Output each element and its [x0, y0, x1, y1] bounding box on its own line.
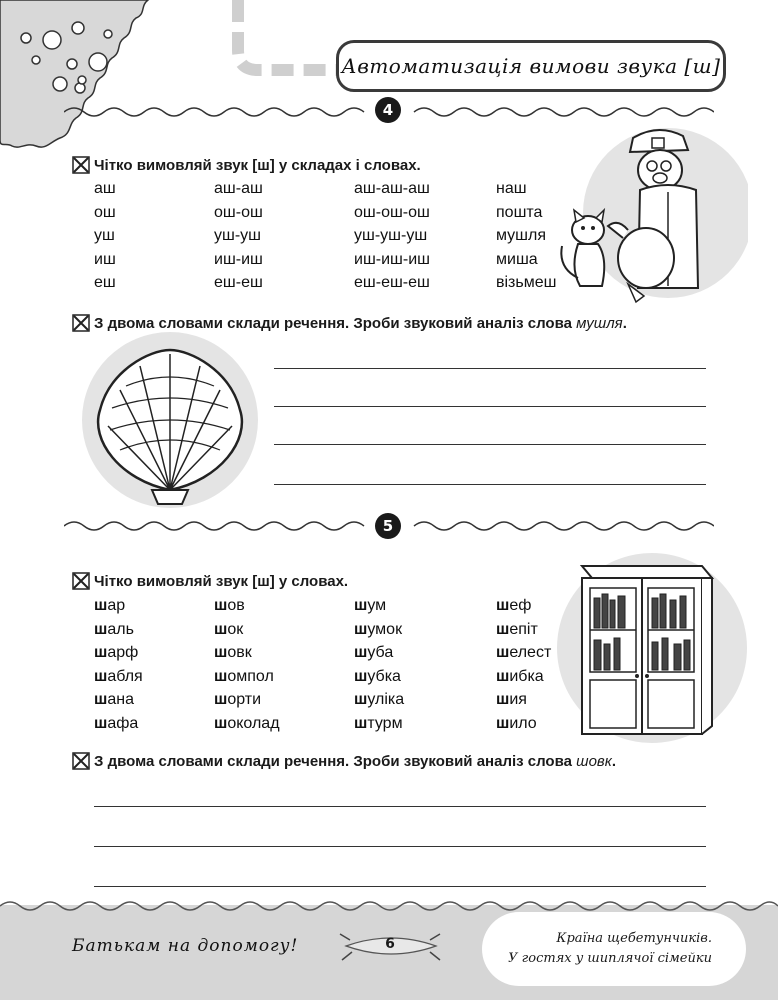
highlighted-letter: ш [94, 714, 108, 732]
highlighted-letter: ш [214, 691, 228, 708]
instruction-text: З двома словами склади речення. Зроби звуковий аналіз слова [94, 314, 572, 332]
word-rest: ок [227, 620, 244, 638]
highlighted-letter: ш [354, 667, 368, 685]
highlighted-letter: ш [94, 667, 108, 685]
bookcase-illustration [552, 548, 752, 748]
syllable-item: еш-еш [214, 274, 263, 291]
word-rest: ило [509, 714, 537, 732]
syllable-item: візьмеш [496, 274, 557, 291]
highlighted-letter: ш [94, 691, 108, 708]
word-rest: арф [107, 644, 139, 661]
word-rest: уба [367, 644, 394, 661]
seashell-illustration [60, 330, 280, 510]
instruction-punctuation: . [622, 314, 627, 332]
word-item [496, 644, 551, 662]
highlighted-letter: ш [496, 714, 510, 732]
word-item [94, 668, 143, 686]
word-rest: елест [509, 644, 552, 661]
highlighted-letter: ш [354, 597, 368, 614]
highlighted-letter: ш [496, 644, 510, 661]
book-title-line2: У гостях у шиплячої сімейки [508, 951, 712, 966]
word-rest: ар [107, 597, 126, 614]
highlighted-letter: ш [496, 691, 510, 708]
word-rest: аль [107, 620, 134, 638]
word-rest: епіт [509, 620, 538, 638]
exercise5-instruction-2 [72, 752, 616, 770]
syllable-item: мушля [496, 227, 547, 244]
word-item [214, 668, 274, 686]
highlighted-letter: ш [214, 714, 228, 732]
writing-line[interactable] [274, 484, 706, 485]
task-marker-icon [72, 752, 90, 770]
syllable-item: ош [94, 203, 116, 221]
word-rest: еф [509, 597, 532, 614]
word-item [214, 597, 245, 615]
instruction-text: З двома словами склади речення. Зроби звуковий аналіз слова [94, 752, 572, 770]
postman-cat-illustration [548, 118, 748, 308]
word-item [214, 644, 252, 662]
syllable-item: аш [94, 180, 116, 197]
word-rest: уліка [367, 691, 405, 708]
word-rest: омпол [227, 667, 274, 685]
writing-line[interactable] [94, 886, 706, 887]
word-rest: убка [367, 667, 401, 685]
word-rest: околад [227, 714, 280, 732]
exercise4-instruction [72, 156, 421, 174]
word-rest: ов [227, 597, 245, 614]
writing-line[interactable] [94, 806, 706, 807]
highlighted-letter: ш [94, 644, 108, 661]
word-item [354, 644, 393, 662]
syllable-item: миша [496, 250, 538, 268]
word-item [496, 597, 531, 615]
task-marker-icon [72, 572, 90, 590]
syllable-item: уш-уш [214, 227, 261, 244]
word-item [496, 691, 527, 709]
word-item [94, 621, 134, 639]
word-rest: абля [107, 667, 143, 685]
highlighted-letter: ш [496, 667, 510, 685]
page-title: Автоматизація вимови звука [ш] [341, 54, 721, 78]
footer-right-caption [482, 912, 746, 986]
writing-line[interactable] [274, 444, 706, 445]
word-rest: турм [367, 714, 403, 732]
word-item [354, 597, 386, 615]
instruction-punctuation: . [611, 752, 617, 770]
highlighted-letter: ш [496, 620, 510, 638]
word-rest: овк [227, 644, 252, 661]
highlighted-letter: ш [354, 691, 368, 708]
word-rest: ибка [509, 667, 544, 685]
page-number: 6 [385, 936, 395, 952]
word-rest: ия [509, 691, 527, 708]
syllable-item: еш [94, 274, 116, 291]
syllable-item: ош-ош [214, 203, 263, 221]
syllable-item: аш-аш [214, 180, 263, 197]
exercise-number-badge: 5 [375, 513, 401, 539]
highlighted-letter: ш [354, 644, 368, 661]
word-item [496, 715, 537, 733]
word-item [354, 715, 403, 733]
target-word: мушля [576, 314, 623, 332]
corner-bubbles-decoration [0, 0, 150, 150]
word-rest: ум [367, 597, 387, 614]
word-item [94, 715, 138, 733]
target-word: шовк [576, 752, 612, 770]
syllable-item: пошта [496, 203, 543, 221]
syllable-item: иш [94, 250, 116, 268]
word-rest: орти [227, 691, 262, 708]
word-rest: афа [107, 714, 139, 732]
instruction-text: Чітко вимовляй звук [ш] у складах і словах. [94, 156, 421, 174]
highlighted-letter: ш [354, 714, 368, 732]
syllable-item: ош-ош-ош [354, 203, 430, 221]
word-item [496, 621, 538, 639]
word-item [214, 621, 243, 639]
word-rest: ана [107, 691, 134, 708]
word-rest: умок [367, 620, 403, 638]
word-item [354, 621, 402, 639]
word-item [94, 597, 125, 615]
syllable-item: аш-аш-аш [354, 180, 430, 197]
syllable-item: иш-иш [214, 250, 263, 268]
highlighted-letter: ш [214, 667, 228, 685]
writing-line[interactable] [274, 406, 706, 407]
highlighted-letter: ш [354, 620, 368, 638]
syllable-item: уш [94, 227, 115, 244]
word-item [94, 644, 138, 662]
highlighted-letter: ш [94, 620, 108, 638]
word-item [496, 668, 544, 686]
writing-line[interactable] [94, 846, 706, 847]
syllable-item: иш-иш-иш [354, 250, 430, 268]
word-item [354, 668, 401, 686]
highlighted-letter: ш [214, 597, 228, 614]
word-item [214, 715, 280, 733]
page-title-frame [336, 40, 726, 92]
word-item [94, 691, 134, 709]
exercise-number-badge: 4 [375, 97, 401, 123]
word-item [354, 691, 404, 709]
syllable-item: наш [496, 180, 527, 197]
dashed-frame-decoration [228, 0, 348, 90]
writing-line[interactable] [274, 368, 706, 369]
word-item [214, 691, 261, 709]
footer-left-caption: Батькам на допомогу! [72, 936, 299, 956]
syllable-item: уш-уш-уш [354, 227, 428, 244]
task-marker-icon [72, 156, 90, 174]
highlighted-letter: ш [214, 620, 228, 638]
exercise5-instruction [72, 572, 348, 590]
instruction-text: Чітко вимовляй звук [ш] у словах. [94, 572, 349, 590]
book-title-line1: Країна щебетунчиків. [556, 931, 712, 946]
highlighted-letter: ш [496, 597, 510, 614]
syllable-item: еш-еш-еш [354, 274, 430, 291]
highlighted-letter: ш [214, 644, 228, 661]
highlighted-letter: ш [94, 597, 108, 614]
